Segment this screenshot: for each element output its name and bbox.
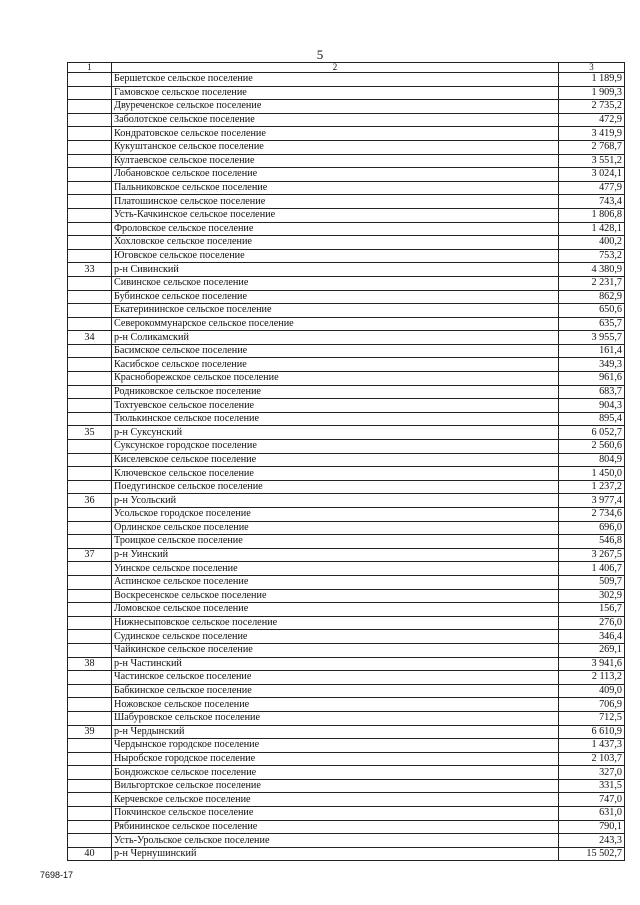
row-value: 331,5	[559, 779, 625, 793]
row-value: 3 267,5	[559, 548, 625, 562]
row-name: Родниковское сельское поселение	[112, 385, 559, 399]
row-name: Фроловское сельское поселение	[112, 222, 559, 236]
row-name: р-н Чердынский	[112, 725, 559, 739]
row-value: 2 768,7	[559, 140, 625, 154]
table-row	[68, 412, 625, 426]
row-name: Орлинское сельское поселение	[112, 521, 559, 535]
row-value: 477,9	[559, 181, 625, 195]
row-name: Уинское сельское поселение	[112, 562, 559, 576]
row-value: 1 189,9	[559, 73, 625, 87]
row-number	[68, 793, 112, 807]
table-row	[68, 793, 625, 807]
row-number	[68, 344, 112, 358]
row-name: Тюлькинское сельское поселение	[112, 412, 559, 426]
row-name: Сивинское сельское поселение	[112, 276, 559, 290]
row-name: Юговское сельское поселение	[112, 249, 559, 263]
table-row	[68, 548, 625, 562]
table-row	[68, 290, 625, 304]
row-number	[68, 671, 112, 685]
table-row	[68, 807, 625, 821]
row-value: 161,4	[559, 344, 625, 358]
row-value: 753,2	[559, 249, 625, 263]
table-row	[68, 276, 625, 290]
row-name: р-н Сивинский	[112, 263, 559, 277]
document-code: 7698-17	[40, 870, 74, 880]
table-row	[68, 521, 625, 535]
table-row	[68, 494, 625, 508]
table-row	[68, 779, 625, 793]
row-value: 400,2	[559, 236, 625, 250]
row-number	[68, 372, 112, 386]
table-row	[68, 480, 625, 494]
table-header-row	[68, 63, 625, 73]
row-name: р-н Суксунский	[112, 426, 559, 440]
table-row	[68, 385, 625, 399]
table-row	[68, 426, 625, 440]
row-value: 862,9	[559, 290, 625, 304]
row-number	[68, 412, 112, 426]
row-number: 35	[68, 426, 112, 440]
row-number	[68, 834, 112, 848]
row-value: 3 419,9	[559, 127, 625, 141]
row-number	[68, 358, 112, 372]
row-name: Култаевское сельское поселение	[112, 154, 559, 168]
row-number	[68, 100, 112, 114]
row-number	[68, 290, 112, 304]
row-value: 472,9	[559, 113, 625, 127]
table-row	[68, 535, 625, 549]
row-name: Северокоммунарское сельское поселение	[112, 317, 559, 331]
row-name: р-н Чернушинский	[112, 847, 559, 861]
row-name: р-н Усольский	[112, 494, 559, 508]
row-number	[68, 589, 112, 603]
row-number	[68, 616, 112, 630]
row-name: Суксунское городское поселение	[112, 440, 559, 454]
row-number	[68, 521, 112, 535]
row-value: 1 237,2	[559, 480, 625, 494]
row-value: 349,3	[559, 358, 625, 372]
row-number	[68, 195, 112, 209]
table-row	[68, 344, 625, 358]
row-name: Екатерининское сельское поселение	[112, 304, 559, 318]
row-number	[68, 508, 112, 522]
table-row	[68, 236, 625, 250]
row-value: 3 955,7	[559, 331, 625, 345]
table-row	[68, 603, 625, 617]
table-row	[68, 113, 625, 127]
table-row	[68, 263, 625, 277]
row-number: 39	[68, 725, 112, 739]
row-name: Платошинское сельское поселение	[112, 195, 559, 209]
row-number	[68, 562, 112, 576]
row-number	[68, 684, 112, 698]
row-value: 696,0	[559, 521, 625, 535]
row-value: 2 560,6	[559, 440, 625, 454]
row-number	[68, 820, 112, 834]
table-row	[68, 630, 625, 644]
row-number: 38	[68, 657, 112, 671]
row-name: Красноборежское сельское поселение	[112, 372, 559, 386]
row-value: 156,7	[559, 603, 625, 617]
table-row	[68, 711, 625, 725]
row-value: 3 024,1	[559, 168, 625, 182]
row-value: 327,0	[559, 766, 625, 780]
row-value: 683,7	[559, 385, 625, 399]
row-number	[68, 535, 112, 549]
row-number: 40	[68, 847, 112, 861]
row-value: 961,6	[559, 372, 625, 386]
table-row	[68, 643, 625, 657]
row-value: 3 977,4	[559, 494, 625, 508]
row-value: 276,0	[559, 616, 625, 630]
row-number	[68, 698, 112, 712]
row-value: 2 734,6	[559, 508, 625, 522]
row-name: Ключевское сельское поселение	[112, 467, 559, 481]
row-name: Усть-Урольское сельское поселение	[112, 834, 559, 848]
table-row	[68, 453, 625, 467]
row-value: 6 610,9	[559, 725, 625, 739]
column-header-3: 3	[559, 63, 625, 73]
row-number	[68, 154, 112, 168]
row-name: Частинское сельское поселение	[112, 671, 559, 685]
column-header-1: 1	[68, 63, 112, 73]
row-name: Пальниковское сельское поселение	[112, 181, 559, 195]
row-name: р-н Частинский	[112, 657, 559, 671]
row-name: Чердынское городское поселение	[112, 739, 559, 753]
table-row	[68, 304, 625, 318]
row-number	[68, 453, 112, 467]
row-name: Заболотское сельское поселение	[112, 113, 559, 127]
row-name: Усть-Качкинское сельское поселение	[112, 208, 559, 222]
row-value: 1 428,1	[559, 222, 625, 236]
row-name: Поедугинское сельское поселение	[112, 480, 559, 494]
row-value: 2 113,2	[559, 671, 625, 685]
row-name: Вильгортское сельское поселение	[112, 779, 559, 793]
row-number: 33	[68, 263, 112, 277]
row-number	[68, 127, 112, 141]
row-value: 790,1	[559, 820, 625, 834]
table-row	[68, 399, 625, 413]
table-row	[68, 671, 625, 685]
row-number: 36	[68, 494, 112, 508]
row-value: 650,6	[559, 304, 625, 318]
row-value: 269,1	[559, 643, 625, 657]
row-number	[68, 113, 112, 127]
row-number	[68, 467, 112, 481]
table-row	[68, 575, 625, 589]
row-number	[68, 766, 112, 780]
row-name: Ножовское сельское поселение	[112, 698, 559, 712]
table-row	[68, 331, 625, 345]
row-name: Хохловское сельское поселение	[112, 236, 559, 250]
row-value: 3 941,6	[559, 657, 625, 671]
table-row	[68, 820, 625, 834]
row-value: 1 909,3	[559, 86, 625, 100]
row-value: 743,4	[559, 195, 625, 209]
row-name: Троицкое сельское поселение	[112, 535, 559, 549]
table-row	[68, 100, 625, 114]
row-name: Бабкинское сельское поселение	[112, 684, 559, 698]
row-name: Шабуровское сельское поселение	[112, 711, 559, 725]
row-number: 37	[68, 548, 112, 562]
row-number	[68, 304, 112, 318]
row-value: 804,9	[559, 453, 625, 467]
budget-table	[67, 62, 625, 861]
row-name: Судинское сельское поселение	[112, 630, 559, 644]
row-number: 34	[68, 331, 112, 345]
row-value: 6 052,7	[559, 426, 625, 440]
table-row	[68, 140, 625, 154]
row-value: 631,0	[559, 807, 625, 821]
row-number	[68, 73, 112, 87]
table-row	[68, 181, 625, 195]
row-value: 1 450,0	[559, 467, 625, 481]
row-value: 3 551,2	[559, 154, 625, 168]
row-number	[68, 181, 112, 195]
row-value: 15 502,7	[559, 847, 625, 861]
row-number	[68, 603, 112, 617]
row-value: 635,7	[559, 317, 625, 331]
row-number	[68, 385, 112, 399]
row-value: 346,4	[559, 630, 625, 644]
row-value: 546,8	[559, 535, 625, 549]
table-row	[68, 698, 625, 712]
row-number	[68, 399, 112, 413]
table-row	[68, 358, 625, 372]
column-header-2: 2	[112, 63, 559, 73]
table-row	[68, 725, 625, 739]
table-row	[68, 73, 625, 87]
row-name: Покчинское сельское поселение	[112, 807, 559, 821]
row-value: 2 231,7	[559, 276, 625, 290]
row-number	[68, 317, 112, 331]
table-row	[68, 847, 625, 861]
table-row	[68, 616, 625, 630]
table-row	[68, 508, 625, 522]
row-name: Лобановское сельское поселение	[112, 168, 559, 182]
row-value: 904,3	[559, 399, 625, 413]
row-name: Воскресенское сельское поселение	[112, 589, 559, 603]
row-name: Усольское городское поселение	[112, 508, 559, 522]
row-number	[68, 440, 112, 454]
table-row	[68, 739, 625, 753]
row-value: 706,9	[559, 698, 625, 712]
table-body	[68, 63, 625, 861]
table-row	[68, 127, 625, 141]
row-number	[68, 711, 112, 725]
row-number	[68, 249, 112, 263]
row-name: р-н Соликамский	[112, 331, 559, 345]
row-number	[68, 480, 112, 494]
row-number	[68, 168, 112, 182]
row-number	[68, 752, 112, 766]
table-row	[68, 222, 625, 236]
row-value: 712,5	[559, 711, 625, 725]
row-name: Кукуштанское сельское поселение	[112, 140, 559, 154]
table-row	[68, 467, 625, 481]
row-name: Тохтуевское сельское поселение	[112, 399, 559, 413]
row-name: р-н Уинский	[112, 548, 559, 562]
row-name: Киселевское сельское поселение	[112, 453, 559, 467]
row-number	[68, 86, 112, 100]
table-row	[68, 86, 625, 100]
row-number	[68, 575, 112, 589]
row-number	[68, 222, 112, 236]
table-row	[68, 154, 625, 168]
row-name: Басимское сельское поселение	[112, 344, 559, 358]
row-value: 895,4	[559, 412, 625, 426]
table-row	[68, 249, 625, 263]
row-name: Кондратовское сельское поселение	[112, 127, 559, 141]
row-number	[68, 236, 112, 250]
row-name: Керчевское сельское поселение	[112, 793, 559, 807]
row-name: Гамовское сельское поселение	[112, 86, 559, 100]
row-value: 1 406,7	[559, 562, 625, 576]
row-value: 243,3	[559, 834, 625, 848]
table-row	[68, 372, 625, 386]
table-row	[68, 834, 625, 848]
row-name: Бондюжское сельское поселение	[112, 766, 559, 780]
row-number	[68, 643, 112, 657]
table-row	[68, 317, 625, 331]
table-row	[68, 684, 625, 698]
row-number	[68, 739, 112, 753]
row-name: Чайкинское сельское поселение	[112, 643, 559, 657]
page-number: 5	[316, 47, 324, 62]
table-row	[68, 766, 625, 780]
row-name: Ныробское городское поселение	[112, 752, 559, 766]
row-value: 2 103,7	[559, 752, 625, 766]
row-name: Нижнесыповское сельское поселение	[112, 616, 559, 630]
row-number	[68, 276, 112, 290]
row-number	[68, 630, 112, 644]
row-value: 747,0	[559, 793, 625, 807]
row-value: 302,9	[559, 589, 625, 603]
row-number	[68, 140, 112, 154]
row-name: Двуреченское сельское поселение	[112, 100, 559, 114]
row-value: 509,7	[559, 575, 625, 589]
row-name: Рябининское сельское поселение	[112, 820, 559, 834]
row-number	[68, 807, 112, 821]
table-row	[68, 168, 625, 182]
row-name: Бубинское сельское поселение	[112, 290, 559, 304]
table-row	[68, 752, 625, 766]
row-number	[68, 779, 112, 793]
table-row	[68, 440, 625, 454]
table-row	[68, 562, 625, 576]
row-value: 1 806,8	[559, 208, 625, 222]
table-row	[68, 208, 625, 222]
row-value: 1 437,3	[559, 739, 625, 753]
row-value: 2 735,2	[559, 100, 625, 114]
row-value: 409,0	[559, 684, 625, 698]
row-name: Касибское сельское поселение	[112, 358, 559, 372]
table-row	[68, 657, 625, 671]
table-row	[68, 589, 625, 603]
row-number	[68, 208, 112, 222]
row-name: Бершетское сельское поселение	[112, 73, 559, 87]
row-name: Аспинское сельское поселение	[112, 575, 559, 589]
row-value: 4 380,9	[559, 263, 625, 277]
table-row	[68, 195, 625, 209]
row-name: Ломовское сельское поселение	[112, 603, 559, 617]
